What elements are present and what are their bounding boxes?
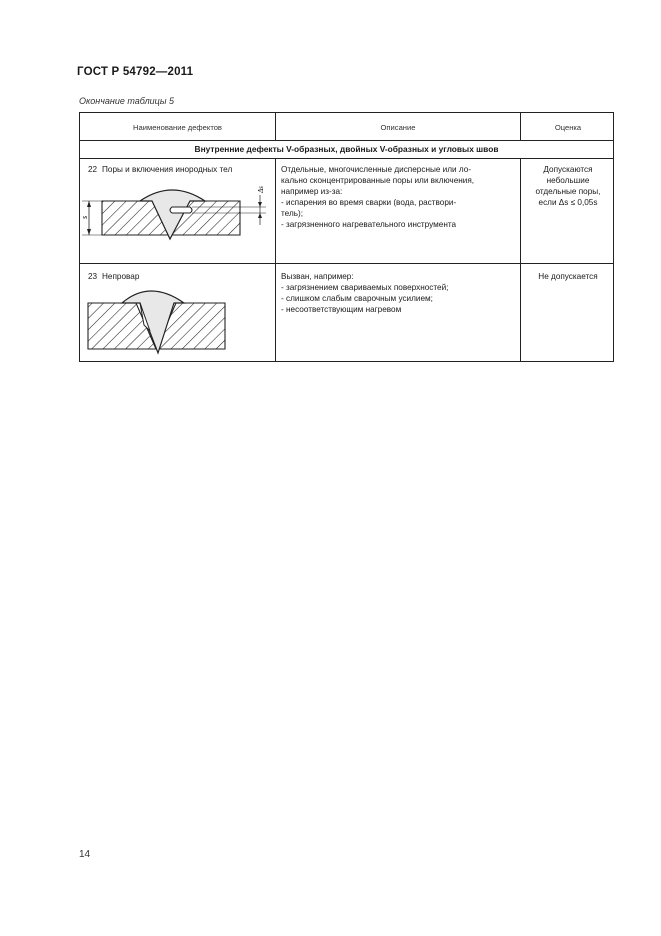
thickness-label: s bbox=[80, 215, 89, 219]
description-line: - загрязнением свариваемых поверхностей; bbox=[281, 283, 449, 292]
header-description: Описание bbox=[380, 123, 416, 132]
rating-line: если Δs ≤ 0,05s bbox=[538, 198, 598, 207]
rating-line: Не допускается bbox=[538, 272, 598, 281]
rating-line: небольшие bbox=[546, 176, 590, 185]
table-caption: Окончание таблицы 5 bbox=[79, 96, 174, 106]
description-line: - испарения во время сварки (вода, раствори- bbox=[281, 198, 457, 207]
lack-of-fusion-figure bbox=[80, 281, 275, 361]
row-22-description bbox=[281, 164, 474, 230]
header-rating: Оценка bbox=[554, 123, 582, 132]
row-23-description bbox=[281, 271, 448, 315]
row-22-name: Поры и включения инородных тел bbox=[102, 165, 233, 174]
defects-table bbox=[79, 112, 614, 362]
row-22-rating bbox=[521, 164, 615, 208]
rating-line: Допускаются bbox=[543, 165, 593, 174]
pore-size-label: Δs bbox=[257, 186, 265, 193]
rating-line: отдельные поры, bbox=[535, 187, 601, 196]
header-defect-name: Наименование дефектов bbox=[133, 123, 222, 132]
col-divider-1 bbox=[275, 158, 276, 361]
description-line: кально сконцентрированные поры или включения, bbox=[281, 176, 475, 185]
description-line: - загрязненного нагревательного инструмента bbox=[281, 220, 457, 229]
section-divider bbox=[80, 158, 613, 159]
description-line: тель); bbox=[281, 209, 303, 218]
description-line: - слишком слабым сварочным усилием; bbox=[281, 294, 433, 303]
description-line: например из-за: bbox=[281, 187, 343, 196]
row-23-number: 23 bbox=[88, 272, 98, 281]
document-title: ГОСТ Р 54792—2011 bbox=[77, 66, 194, 78]
row-22-number: 22 bbox=[88, 165, 98, 174]
description-line: Вызван, например: bbox=[281, 272, 354, 281]
header-divider bbox=[80, 140, 613, 141]
section-title: Внутренние дефекты V-образных, двойных V-образных и угловых швов bbox=[194, 144, 499, 154]
page-number: 14 bbox=[79, 849, 91, 860]
row-23-name: Непровар bbox=[102, 272, 140, 281]
pore-defect-figure bbox=[80, 179, 275, 259]
row-23-rating bbox=[521, 271, 615, 282]
description-line: - несоответствующим нагревом bbox=[281, 305, 402, 314]
row-divider bbox=[80, 263, 613, 264]
pore-inclusion bbox=[170, 207, 192, 213]
description-line: Отдельные, многочисленные дисперсные или ло- bbox=[281, 165, 472, 174]
